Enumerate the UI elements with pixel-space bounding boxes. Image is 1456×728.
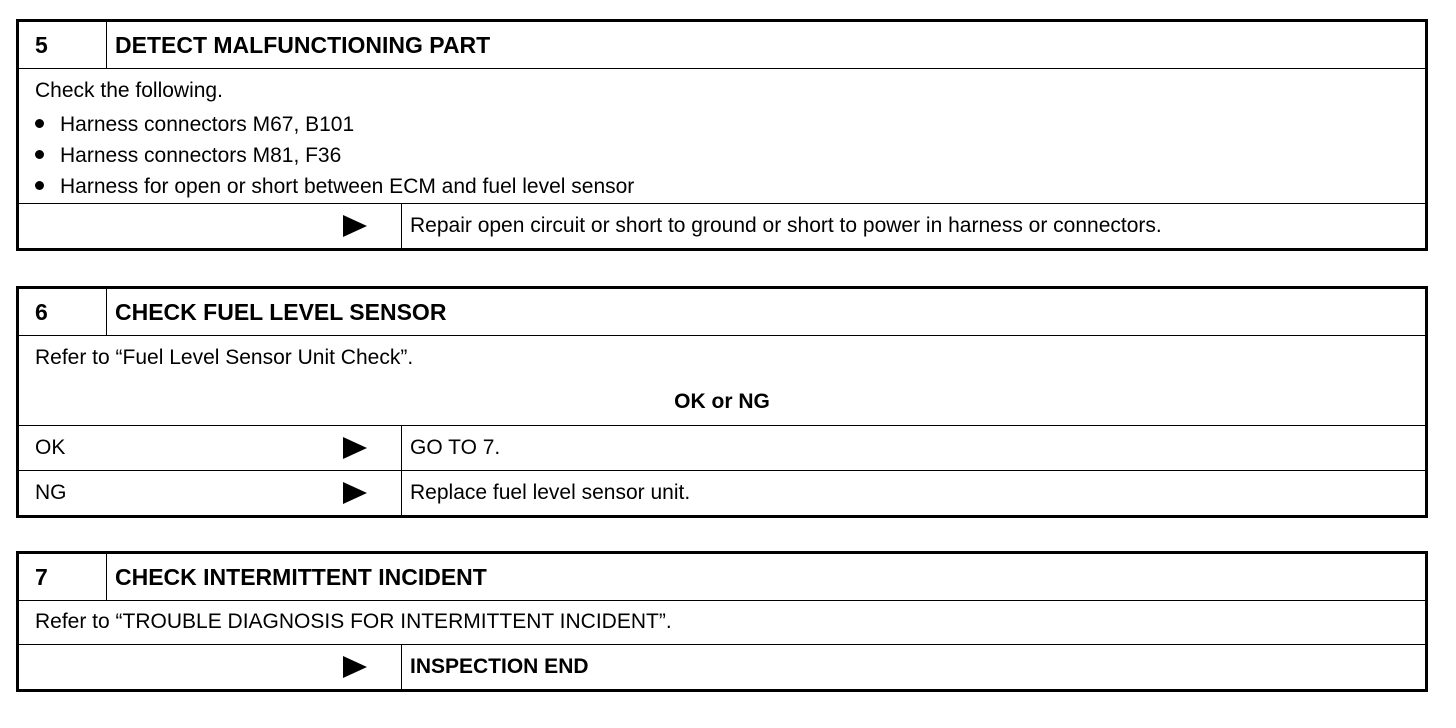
- ng-label-text: NG: [35, 481, 67, 504]
- step-7-title: CHECK INTERMITTENT INCIDENT: [115, 564, 487, 590]
- step-6-header: [19, 289, 1425, 335]
- bullet-text: Harness connectors M81, F36: [60, 144, 342, 167]
- step-5-body: [19, 68, 1425, 203]
- step-6-box: [16, 286, 1428, 518]
- arrow-right-icon: [343, 482, 367, 504]
- step-6-title: CHECK FUEL LEVEL SENSOR: [115, 299, 447, 325]
- step-7-body: [19, 600, 1425, 644]
- bullet-icon: [35, 119, 44, 128]
- step-5-result-row: [19, 203, 1425, 248]
- arrow-right-icon: [343, 656, 367, 678]
- step-5-number: 5: [19, 22, 107, 68]
- step-7-intro: Refer to “TROUBLE DIAGNOSIS FOR INTERMITTENT INCIDENT”.: [35, 610, 672, 633]
- step-6-number: 6: [19, 289, 107, 335]
- step-6-ng-label: [19, 471, 402, 515]
- ok-label-text: OK: [35, 436, 66, 459]
- step-7-header: [19, 554, 1425, 600]
- step-6-body: [19, 335, 1425, 425]
- step-6-ok-row: [19, 425, 1425, 470]
- bullet-text: Harness for open or short between ECM and fuel level sensor: [60, 175, 635, 198]
- step-7-result-row: [19, 644, 1425, 689]
- step-5-header: [19, 22, 1425, 68]
- step-6-ok-result: GO TO 7.: [410, 436, 501, 459]
- step-7-box: [16, 551, 1428, 692]
- step-6-intro: Refer to “Fuel Level Sensor Unit Check”.: [35, 346, 414, 369]
- step-5-result: Repair open circuit or short to ground or short to power in harness or connectors.: [410, 214, 1162, 237]
- bullet-icon: [35, 150, 44, 159]
- step-5-bullet-2: [19, 140, 1425, 171]
- step-5-intro: Check the following.: [35, 79, 223, 102]
- arrow-right-icon: [343, 215, 367, 237]
- step-6-ok-label: [19, 426, 402, 470]
- step-6-ng-row: [19, 470, 1425, 515]
- step-5-title: DETECT MALFUNCTIONING PART: [115, 32, 491, 58]
- bullet-text: Harness connectors M67, B101: [60, 113, 355, 136]
- step-6-judgement: OK or NG: [674, 390, 770, 413]
- step-5-result-condition: [19, 204, 402, 248]
- step-5-bullet-1: [19, 109, 1425, 140]
- step-5-box: [16, 19, 1428, 251]
- bullet-icon: [35, 181, 44, 190]
- step-6-ng-result: Replace fuel level sensor unit.: [410, 481, 691, 504]
- arrow-right-icon: [343, 437, 367, 459]
- step-7-number: 7: [19, 554, 107, 600]
- step-7-result-condition: [19, 645, 402, 689]
- step-7-result: INSPECTION END: [410, 655, 589, 678]
- step-5-bullet-3: [19, 171, 1425, 202]
